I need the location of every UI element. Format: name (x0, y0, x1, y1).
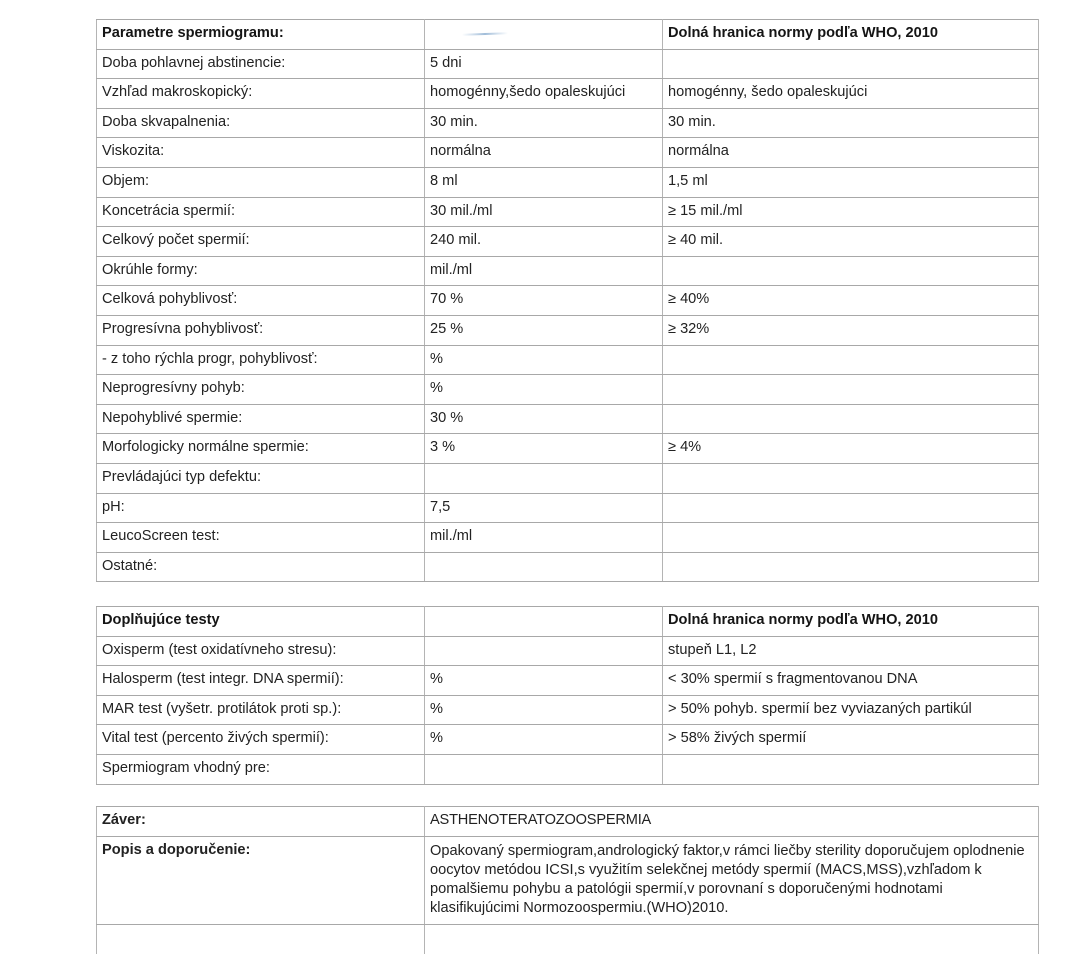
row-label: Doba pohlavnej abstinencie: (97, 49, 425, 79)
row-value (425, 552, 663, 582)
table-row (97, 256, 1039, 286)
row-label: Spermiogram vhodný pre: (97, 754, 425, 784)
table-header-row (97, 607, 1039, 637)
row-norm: ≥ 15 mil./ml (663, 197, 1039, 227)
row-value (425, 463, 663, 493)
row-value: 5 dni (425, 49, 663, 79)
row-label: - z toho rýchla progr, pohyblivosť: (97, 345, 425, 375)
header-value-cell (425, 607, 663, 637)
row-value: % (425, 725, 663, 755)
row-label: Morfologicky normálne spermie: (97, 434, 425, 464)
row-label: Vzhľad makroskopický: (97, 79, 425, 109)
row-label: MAR test (vyšetr. protilátok proti sp.): (97, 695, 425, 725)
table-row (97, 725, 1039, 755)
row-norm: < 30% spermií s fragmentovanou DNA (663, 666, 1039, 696)
row-value: % (425, 375, 663, 405)
row-value: 25 % (425, 315, 663, 345)
table-row (97, 666, 1039, 696)
conclusion-table (96, 806, 1039, 954)
row-label: Oxisperm (test oxidatívneho stresu): (97, 636, 425, 666)
row-norm: homogénny, šedo opaleskujúci (663, 79, 1039, 109)
row-norm (663, 345, 1039, 375)
table-row (97, 286, 1039, 316)
row-label: Neprogresívny pohyb: (97, 375, 425, 405)
row-value: 8 ml (425, 167, 663, 197)
row-norm: 1,5 ml (663, 167, 1039, 197)
row-norm: ≥ 4% (663, 434, 1039, 464)
row-value: 30 min. (425, 108, 663, 138)
row-value: % (425, 666, 663, 696)
row-value: % (425, 345, 663, 375)
row-norm (663, 49, 1039, 79)
row-label: Progresívna pohyblivosť: (97, 315, 425, 345)
row-value: % (425, 695, 663, 725)
conclusion-label: Záver: (97, 807, 425, 837)
table-row (97, 108, 1039, 138)
row-label: pH: (97, 493, 425, 523)
recommendation-label: Popis a doporučenie: (97, 836, 425, 924)
row-norm (663, 493, 1039, 523)
row-norm: > 58% živých spermií (663, 725, 1039, 755)
diagnosis-value: ASTHENOTERATOZOOSPERMIA (425, 807, 1039, 837)
row-value: 30 mil./ml (425, 197, 663, 227)
row-norm: ≥ 40 mil. (663, 227, 1039, 257)
row-norm: stupeň L1, L2 (663, 636, 1039, 666)
table-row (97, 695, 1039, 725)
row-label: Halosperm (test integr. DNA spermií): (97, 666, 425, 696)
row-value: mil./ml (425, 256, 663, 286)
header-who-norm-label: Dolná hranica normy podľa WHO, 2010 (663, 607, 1039, 637)
table-row (97, 404, 1039, 434)
row-value (425, 754, 663, 784)
table-row (97, 227, 1039, 257)
row-norm: ≥ 40% (663, 286, 1039, 316)
row-label: Okrúhle formy: (97, 256, 425, 286)
header-parameter-label: Parametre spermiogramu: (97, 20, 425, 50)
row-label: Viskozita: (97, 138, 425, 168)
table-row (97, 197, 1039, 227)
row-value: mil./ml (425, 523, 663, 553)
table-row (97, 493, 1039, 523)
empty-cell (425, 924, 1039, 954)
row-norm (663, 754, 1039, 784)
row-value: normálna (425, 138, 663, 168)
row-norm: ≥ 32% (663, 315, 1039, 345)
row-value: 240 mil. (425, 227, 663, 257)
row-norm (663, 463, 1039, 493)
row-label: Prevládajúci typ defektu: (97, 463, 425, 493)
row-value: 3 % (425, 434, 663, 464)
row-label: Objem: (97, 167, 425, 197)
row-label: Koncetrácia spermií: (97, 197, 425, 227)
empty-cell (97, 924, 425, 954)
table-row (97, 79, 1039, 109)
row-norm: normálna (663, 138, 1039, 168)
row-label: Nepohyblivé spermie: (97, 404, 425, 434)
table-row (97, 345, 1039, 375)
row-value: 30 % (425, 404, 663, 434)
row-norm: > 50% pohyb. spermií bez vyviazaných partikúl (663, 695, 1039, 725)
row-label: Celkový počet spermií: (97, 227, 425, 257)
row-norm: 30 min. (663, 108, 1039, 138)
row-norm (663, 375, 1039, 405)
header-value-cell (425, 20, 663, 50)
semen-parameters-table (96, 19, 1039, 582)
row-value: 7,5 (425, 493, 663, 523)
recommendation-text: Opakovaný spermiogram,andrologický faktor,v rámci liečby sterility doporučujem oplodnenie oocytov metódou ICSI,s využitím selekčnej metódy spermií (MACS,MSS),vzhľadom k pomalšiemu pohybu a patológii spermií,v porovnaní s doporučenými hodnotami klasifikujúcimi Normozoospermiu.(WHO)2010. (425, 836, 1039, 924)
recommendation-row (97, 836, 1039, 924)
empty-row (97, 924, 1039, 954)
header-tests-label: Doplňujúce testy (97, 607, 425, 637)
table-row (97, 375, 1039, 405)
row-norm (663, 523, 1039, 553)
table-row (97, 754, 1039, 784)
table-row (97, 636, 1039, 666)
table-row (97, 434, 1039, 464)
row-label: Doba skvapalnenia: (97, 108, 425, 138)
row-label: LeucoScreen test: (97, 523, 425, 553)
row-norm (663, 256, 1039, 286)
row-label: Celková pohyblivosť: (97, 286, 425, 316)
conclusion-row (97, 807, 1039, 837)
table-row (97, 315, 1039, 345)
row-norm (663, 552, 1039, 582)
additional-tests-table (96, 606, 1039, 785)
table-row (97, 49, 1039, 79)
row-value: homogénny,šedo opaleskujúci (425, 79, 663, 109)
table-row (97, 463, 1039, 493)
row-label: Vital test (percento živých spermií): (97, 725, 425, 755)
header-who-norm-label: Dolná hranica normy podľa WHO, 2010 (663, 20, 1039, 50)
table-row (97, 523, 1039, 553)
row-norm (663, 404, 1039, 434)
table-row (97, 167, 1039, 197)
row-value (425, 636, 663, 666)
row-value: 70 % (425, 286, 663, 316)
table-row (97, 552, 1039, 582)
table-header-row (97, 20, 1039, 50)
table-row (97, 138, 1039, 168)
row-label: Ostatné: (97, 552, 425, 582)
